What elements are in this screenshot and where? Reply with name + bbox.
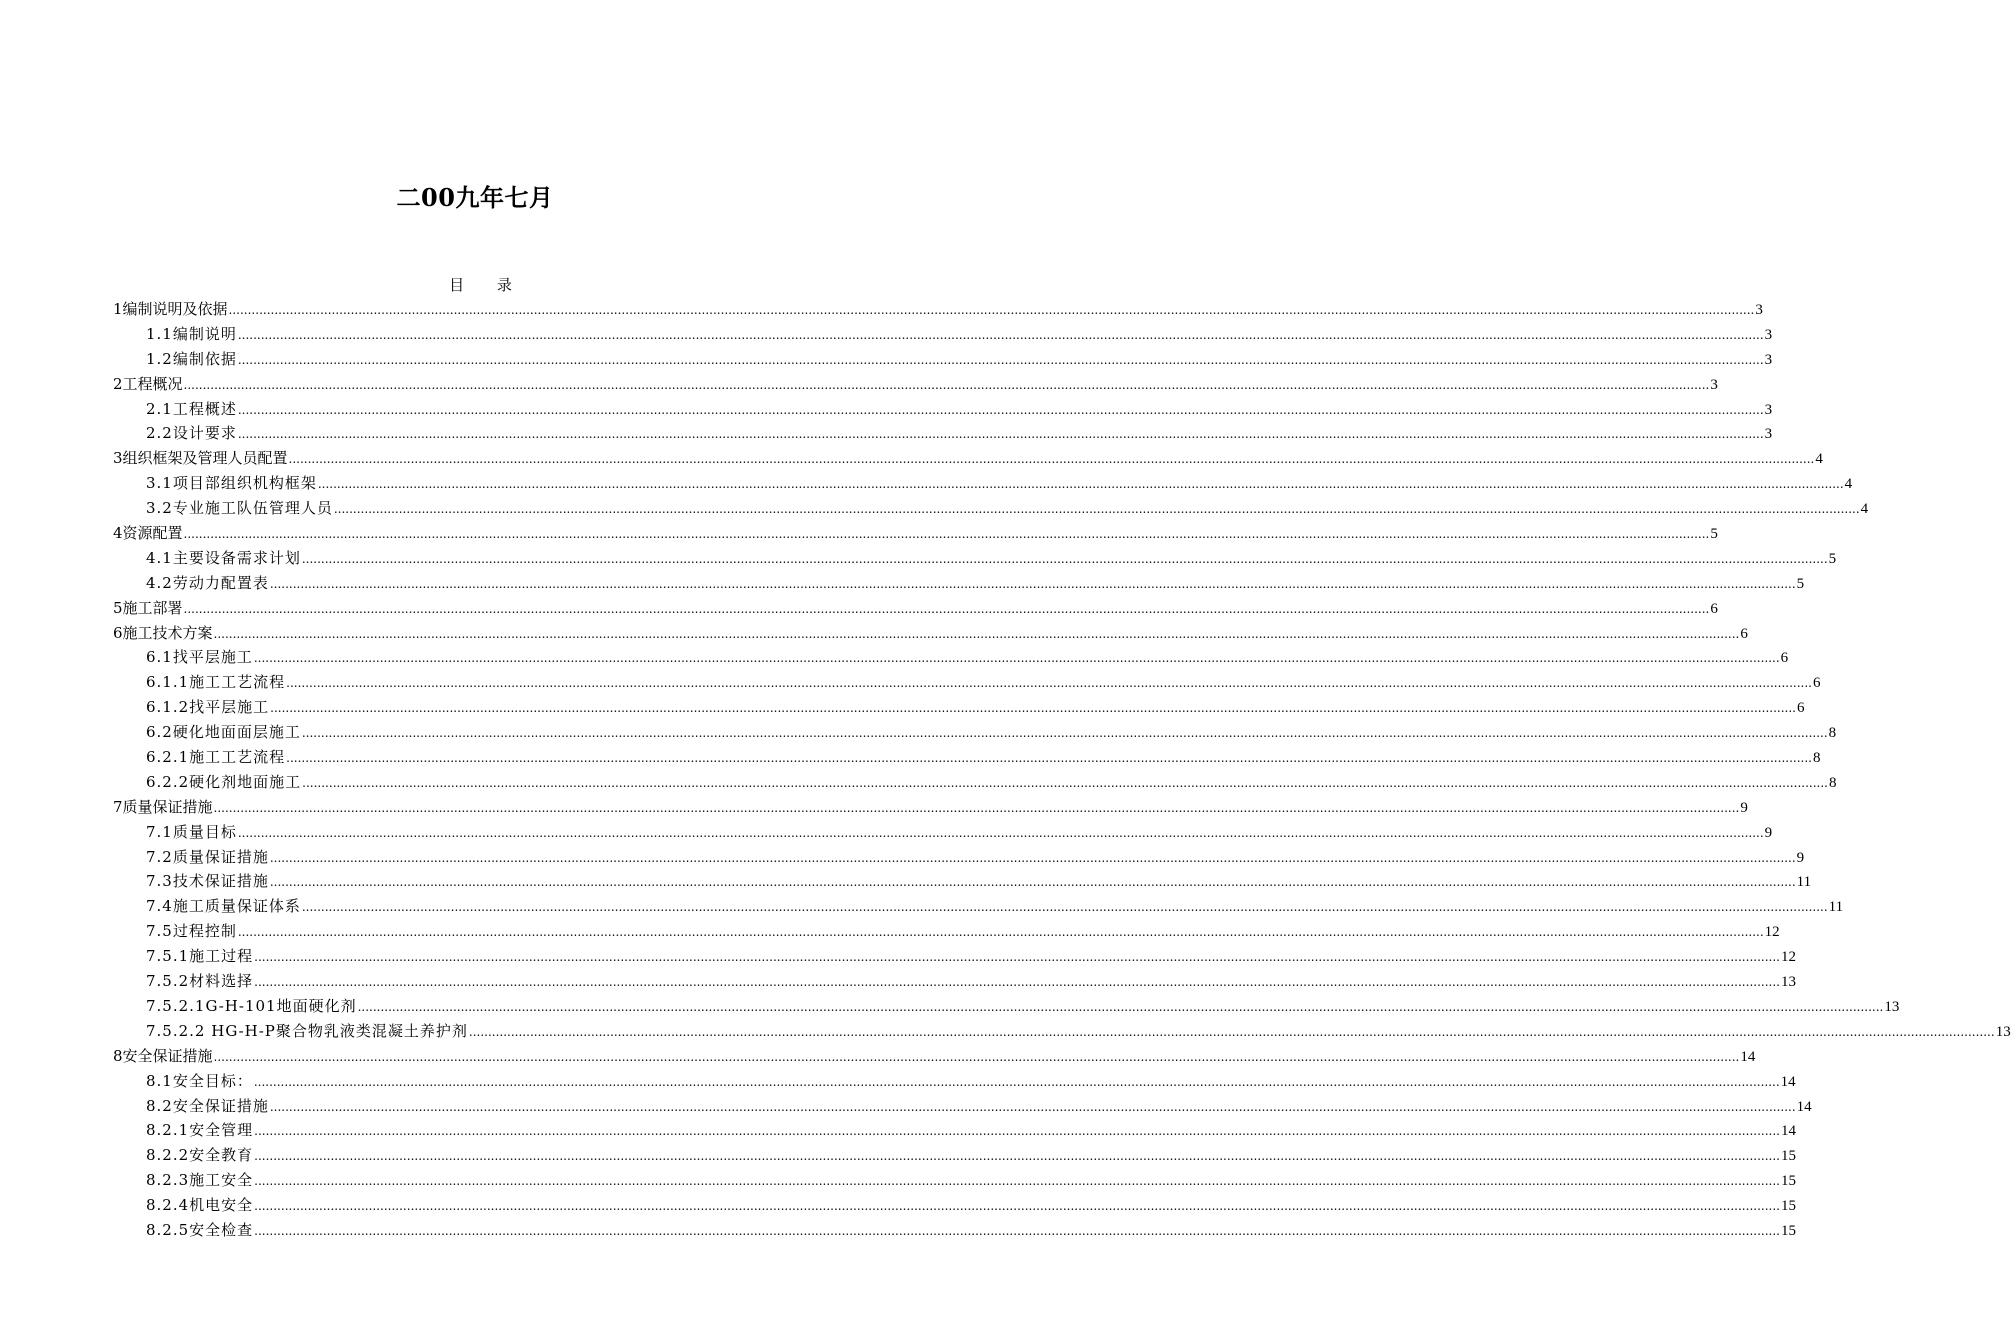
toc-entry[interactable] <box>113 1143 1796 1168</box>
toc-entry[interactable] <box>113 571 1805 596</box>
toc-entry[interactable] <box>113 1118 1796 1143</box>
toc-entry-page: 6 <box>1740 625 1748 642</box>
toc-dot-leader: ................................................................................................................................................................................................................................................................................................................................................................................................................ <box>254 1199 1780 1214</box>
toc-dot-leader: ................................................................................................................................................................................................................................................................................................................................................................................................................ <box>213 800 1740 815</box>
toc-dot-leader: ................................................................................................................................................................................................................................................................................................................................................................................................................ <box>317 477 1844 492</box>
toc-dot-leader: ................................................................................................................................................................................................................................................................................................................................................................................................................ <box>301 551 1828 566</box>
toc-entry-title: 7质量保证措施 <box>113 797 213 816</box>
toc-entry-title: 1.1编制说明 <box>146 324 237 343</box>
toc-entry-page: 3 <box>1710 376 1718 393</box>
toc-entry-page: 5 <box>1796 575 1805 592</box>
toc-entry-title: 5施工部署 <box>113 598 183 617</box>
toc-entry[interactable] <box>113 1069 1796 1094</box>
toc-entry[interactable] <box>113 297 1763 322</box>
toc-entry-title: 6.2硬化地面面层施工 <box>146 723 301 742</box>
toc-entry[interactable] <box>113 894 1844 919</box>
toc-entry[interactable] <box>113 695 1805 720</box>
toc-entry-title: 4.1主要设备需求计划 <box>146 548 301 567</box>
toc-dot-leader: ................................................................................................................................................................................................................................................................................................................................................................................................................ <box>254 975 1780 990</box>
toc-dot-leader: ................................................................................................................................................................................................................................................................................................................................................................................................................ <box>237 925 1764 940</box>
toc-entry-page: 8 <box>1812 750 1821 767</box>
toc-dot-leader: ................................................................................................................................................................................................................................................................................................................................................................................................................ <box>237 352 1764 367</box>
toc-dot-leader: ................................................................................................................................................................................................................................................................................................................................................................................................................ <box>270 701 1796 716</box>
toc-entry-page: 3 <box>1764 426 1773 443</box>
toc-entry[interactable] <box>113 745 1821 770</box>
toc-entry-title: 2.2设计要求 <box>146 424 237 443</box>
toc-entry[interactable] <box>113 820 1773 845</box>
toc-dot-leader: ................................................................................................................................................................................................................................................................................................................................................................................................................ <box>333 502 1860 517</box>
toc-entry-title: 6.2.1施工工艺流程 <box>146 748 286 767</box>
toc-entry-title: 1编制说明及依据 <box>113 300 228 318</box>
toc-entry-page: 3 <box>1755 302 1763 318</box>
toc-entry[interactable] <box>113 919 1780 944</box>
toc-entry[interactable] <box>113 645 1789 670</box>
toc-entry-title: 3.1项目部组织机构框架 <box>146 474 317 493</box>
toc-entry-page: 12 <box>1764 924 1780 941</box>
toc-entry-title: 1.2编制依据 <box>146 349 237 368</box>
toc-entry-title: 7.4施工质量保证体系 <box>146 897 301 916</box>
toc-entry-page: 9 <box>1740 799 1748 816</box>
toc-entry-page: 6 <box>1796 700 1805 717</box>
toc-entry-title: 7.2质量保证措施 <box>146 847 269 866</box>
toc-dot-leader: ................................................................................................................................................................................................................................................................................................................................................................................................................ <box>183 377 1710 392</box>
toc-entry-page: 4 <box>1844 476 1853 493</box>
toc-entry-page: 3 <box>1764 326 1773 343</box>
toc-entry-title: 7.5.2材料选择 <box>146 972 254 991</box>
toc-entry-title: 4资源配置 <box>113 524 183 543</box>
toc-dot-leader: ................................................................................................................................................................................................................................................................................................................................................................................................................ <box>286 751 1812 766</box>
document-date-title: 二00九年七月 <box>396 183 554 212</box>
toc-entry-page: 13 <box>1884 998 1900 1015</box>
toc-entry[interactable] <box>113 1193 1796 1218</box>
toc-entry-page: 9 <box>1796 849 1805 866</box>
toc-dot-leader: ................................................................................................................................................................................................................................................................................................................................................................................................................ <box>286 676 1812 691</box>
toc-entry[interactable] <box>113 596 1718 621</box>
toc-dot-leader: ................................................................................................................................................................................................................................................................................................................................................................................................................ <box>253 1074 1780 1089</box>
toc-dot-leader: ................................................................................................................................................................................................................................................................................................................................................................................................................ <box>301 726 1828 741</box>
toc-entry[interactable] <box>113 446 1823 471</box>
toc-entry[interactable] <box>113 720 1837 745</box>
toc-entry-title: 7.5.2.1G-H-101地面硬化剂 <box>146 996 357 1015</box>
toc-entry-page: 5 <box>1710 526 1718 543</box>
toc-entry[interactable] <box>113 770 1837 795</box>
toc-entry[interactable] <box>113 322 1773 347</box>
toc-entry[interactable] <box>113 546 1837 571</box>
toc-entry-title: 7.5.1施工过程 <box>146 947 254 966</box>
toc-dot-leader: ................................................................................................................................................................................................................................................................................................................................................................................................................ <box>237 427 1764 442</box>
toc-entry-page: 13 <box>1780 974 1796 991</box>
toc-entry-title: 3组织框架及管理人员配置 <box>113 449 288 468</box>
toc-entry-title: 2.1工程概述 <box>146 399 237 418</box>
toc-entry-page: 15 <box>1780 1148 1796 1165</box>
toc-entry[interactable] <box>113 1218 1796 1243</box>
toc-entry[interactable] <box>113 397 1773 422</box>
toc-entry-title: 7.1质量目标 <box>146 822 237 841</box>
toc-entry[interactable] <box>113 421 1773 446</box>
toc-entry-title: 8.2.5安全检查 <box>146 1220 254 1239</box>
toc-entry-page: 6 <box>1780 650 1789 667</box>
toc-entry-title: 8.2.4机电安全 <box>146 1196 254 1215</box>
toc-dot-leader: ................................................................................................................................................................................................................................................................................................................................................................................................................ <box>254 1124 1780 1139</box>
toc-entry[interactable] <box>113 372 1718 397</box>
toc-entry-title: 6.1找平层施工 <box>146 648 253 667</box>
toc-entry-page: 13 <box>1995 1023 2011 1040</box>
toc-entry-page: 14 <box>1796 1098 1812 1115</box>
toc-entry-page: 11 <box>1796 874 1812 891</box>
toc-entry-page: 3 <box>1764 401 1773 418</box>
toc-dot-leader: ................................................................................................................................................................................................................................................................................................................................................................................................................ <box>288 452 1815 467</box>
toc-entry-title: 8.2.1安全管理 <box>146 1121 254 1140</box>
toc-entry-page: 8 <box>1828 725 1837 742</box>
toc-entry-title: 8.2.3施工安全 <box>146 1171 254 1190</box>
toc-dot-leader: ................................................................................................................................................................................................................................................................................................................................................................................................................ <box>269 875 1796 890</box>
toc-entry-title: 7.5过程控制 <box>146 922 237 941</box>
toc-entry-page: 15 <box>1780 1198 1796 1215</box>
toc-entry-title: 6施工技术方案 <box>113 623 213 642</box>
toc-entry[interactable] <box>113 1044 1756 1069</box>
toc-dot-leader: ................................................................................................................................................................................................................................................................................................................................................................................................................ <box>254 1149 1780 1164</box>
toc-entry-page: 14 <box>1780 1123 1796 1140</box>
toc-entry-page: 4 <box>1860 501 1869 518</box>
toc-entry[interactable] <box>113 795 1748 820</box>
toc-entry-title: 6.1.2找平层施工 <box>146 698 270 717</box>
toc-dot-leader: ................................................................................................................................................................................................................................................................................................................................................................................................................ <box>302 775 1828 790</box>
toc-entry-title: 6.1.1施工工艺流程 <box>146 673 286 692</box>
toc-dot-leader: ................................................................................................................................................................................................................................................................................................................................................................................................................ <box>269 1099 1796 1114</box>
toc-dot-leader: ................................................................................................................................................................................................................................................................................................................................................................................................................ <box>357 999 1884 1014</box>
toc-dot-leader: ................................................................................................................................................................................................................................................................................................................................................................................................................ <box>228 303 1755 317</box>
toc-entry[interactable] <box>113 471 1853 496</box>
toc-entry-title: 8.2.2安全教育 <box>146 1146 254 1165</box>
toc-entry-title: 4.2劳动力配置表 <box>146 573 269 592</box>
toc-entry-page: 14 <box>1780 1073 1796 1090</box>
toc-dot-leader: ................................................................................................................................................................................................................................................................................................................................................................................................................ <box>254 1174 1780 1189</box>
toc-entry[interactable] <box>113 869 1812 894</box>
toc-entry[interactable] <box>113 347 1773 372</box>
toc-dot-leader: ................................................................................................................................................................................................................................................................................................................................................................................................................ <box>213 1049 1740 1064</box>
toc-entry-title: 8安全保证措施 <box>113 1046 213 1065</box>
toc-entry-title: 8.2安全保证措施 <box>146 1096 269 1115</box>
toc-entry[interactable] <box>113 621 1748 646</box>
toc-dot-leader: ................................................................................................................................................................................................................................................................................................................................................................................................................ <box>269 576 1796 591</box>
toc-entry-title: 7.3技术保证措施 <box>146 872 269 891</box>
toc-dot-leader: ................................................................................................................................................................................................................................................................................................................................................................................................................ <box>254 1223 1780 1238</box>
toc-entry-title: 2工程概况 <box>113 374 183 393</box>
toc-entry-page: 11 <box>1828 899 1844 916</box>
toc-dot-leader: ................................................................................................................................................................................................................................................................................................................................................................................................................ <box>301 900 1828 915</box>
toc-entry-page: 3 <box>1764 351 1773 368</box>
toc-entry-title: 7.5.2.2 HG-H-P聚合物乳液类混凝土养护剂 <box>146 1021 468 1040</box>
toc-entry-page: 4 <box>1815 451 1823 468</box>
toc-entry-title: 3.2专业施工队伍管理人员 <box>146 499 333 518</box>
toc-entry[interactable] <box>113 1094 1812 1119</box>
toc-entry[interactable] <box>113 969 1796 994</box>
toc-dot-leader: ................................................................................................................................................................................................................................................................................................................................................................................................................ <box>468 1024 1995 1039</box>
toc-entry[interactable] <box>113 670 1821 695</box>
toc-dot-leader: ................................................................................................................................................................................................................................................................................................................................................................................................................ <box>253 651 1780 666</box>
toc-entry[interactable] <box>113 944 1796 969</box>
toc-dot-leader: ................................................................................................................................................................................................................................................................................................................................................................................................................ <box>237 327 1764 342</box>
toc-entry[interactable] <box>113 1019 2011 1044</box>
toc-entry-page: 14 <box>1740 1048 1756 1065</box>
toc-entry-page: 15 <box>1780 1173 1796 1190</box>
toc-dot-leader: ................................................................................................................................................................................................................................................................................................................................................................................................................ <box>183 527 1710 542</box>
toc-entry[interactable] <box>113 994 1900 1019</box>
toc-entry-page: 12 <box>1780 949 1796 966</box>
toc-dot-leader: ................................................................................................................................................................................................................................................................................................................................................................................................................ <box>254 950 1780 965</box>
toc-heading: 目 录 <box>449 276 526 294</box>
toc-entry-title: 6.2.2硬化剂地面施工 <box>146 772 302 791</box>
toc-dot-leader: ................................................................................................................................................................................................................................................................................................................................................................................................................ <box>237 825 1764 840</box>
toc-entry-page: 8 <box>1828 774 1837 791</box>
toc-entry-page: 5 <box>1828 550 1837 567</box>
toc-entry-page: 9 <box>1764 824 1773 841</box>
toc-entry[interactable] <box>113 496 1869 521</box>
toc-dot-leader: ................................................................................................................................................................................................................................................................................................................................................................................................................ <box>237 402 1764 417</box>
toc-entry-page: 15 <box>1780 1222 1796 1239</box>
toc-entry-title: 8.1安全目标： <box>146 1071 253 1090</box>
toc-dot-leader: ................................................................................................................................................................................................................................................................................................................................................................................................................ <box>269 850 1796 865</box>
toc-entry[interactable] <box>113 845 1805 870</box>
toc-entry-page: 6 <box>1812 675 1821 692</box>
toc-entry[interactable] <box>113 1168 1796 1193</box>
toc-entry[interactable] <box>113 521 1718 546</box>
toc-dot-leader: ................................................................................................................................................................................................................................................................................................................................................................................................................ <box>183 601 1710 616</box>
toc-entry-page: 6 <box>1710 600 1718 617</box>
toc-dot-leader: ................................................................................................................................................................................................................................................................................................................................................................................................................ <box>213 626 1740 641</box>
table-of-contents <box>113 297 2011 1243</box>
